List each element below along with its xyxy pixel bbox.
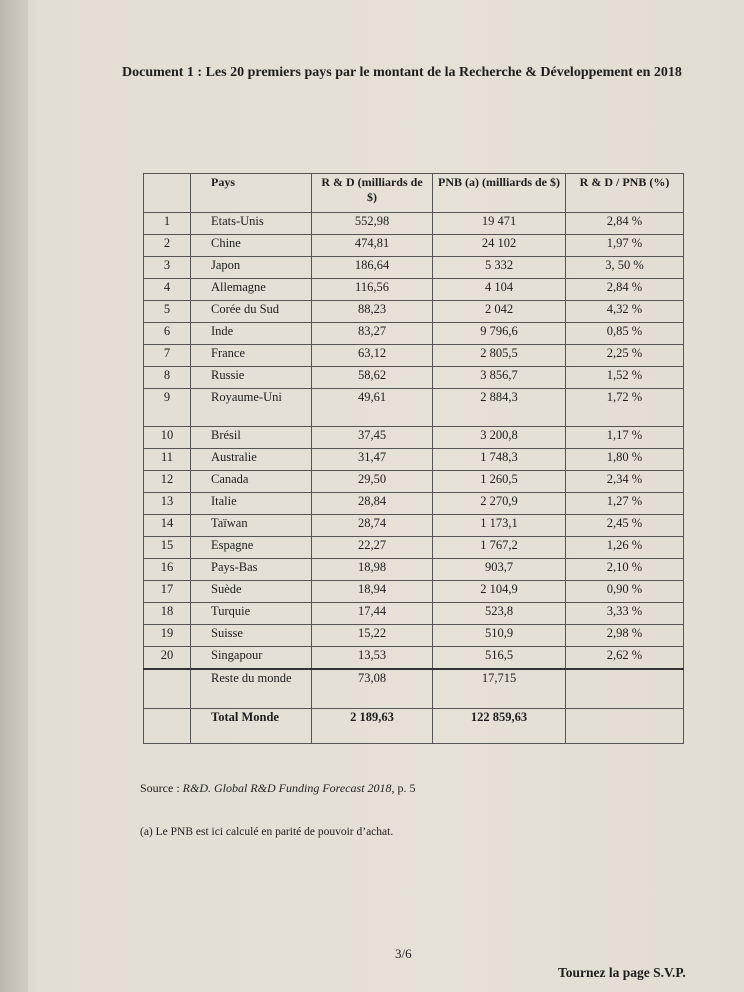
source-title: R&D. Global R&D Funding Forecast 2018: [182, 781, 392, 795]
ratio-cell: 2,98 %: [566, 625, 684, 647]
country-cell: Suisse: [191, 625, 312, 647]
pnb-cell: 1 260,5: [433, 471, 566, 493]
rd-cell: 31,47: [312, 449, 433, 471]
country-cell: Suède: [191, 581, 312, 603]
pnb-cell: 3 856,7: [433, 367, 566, 389]
table-row: [144, 493, 684, 515]
ratio-cell: 0,85 %: [566, 323, 684, 345]
country-cell: Italie: [191, 493, 312, 515]
header-pnb: PNB (a) (milliards de $): [433, 174, 566, 213]
country-cell: Allemagne: [191, 279, 312, 301]
table-row: [144, 235, 684, 257]
turn-page-note: Tournez la page S.V.P.: [558, 965, 686, 980]
rd-cell: 28,74: [312, 515, 433, 537]
rank-cell: 14: [144, 515, 191, 537]
rank-cell: 8: [144, 367, 191, 389]
rank-cell: 19: [144, 625, 191, 647]
rd-cell: 22,27: [312, 537, 433, 559]
pnb-cell: 1 748,3: [433, 449, 566, 471]
total-rank: [144, 709, 191, 744]
table-row: [144, 323, 684, 345]
ratio-cell: 2,84 %: [566, 213, 684, 235]
pnb-cell: 2 884,3: [433, 389, 566, 427]
table-row-total: [144, 709, 684, 744]
table-row: [144, 345, 684, 367]
ratio-cell: 2,25 %: [566, 345, 684, 367]
country-cell: Singapour: [191, 647, 312, 670]
ratio-cell: 3,33 %: [566, 603, 684, 625]
total-rd: 2 189,63: [312, 709, 433, 744]
rd-table: [143, 173, 684, 744]
ratio-cell: 1,52 %: [566, 367, 684, 389]
rank-cell: 3: [144, 257, 191, 279]
table-row: [144, 389, 684, 427]
document-title: Document 1 : Les 20 premiers pays par le montant de la Recherche & Développement en 2018: [122, 65, 682, 80]
country-cell: Espagne: [191, 537, 312, 559]
ratio-cell: 1,26 %: [566, 537, 684, 559]
country-cell: Brésil: [191, 427, 312, 449]
rd-cell: 18,94: [312, 581, 433, 603]
rank-cell: 7: [144, 345, 191, 367]
rest-rd: 73,08: [312, 669, 433, 709]
pnb-cell: 24 102: [433, 235, 566, 257]
country-cell: Inde: [191, 323, 312, 345]
table-row: [144, 603, 684, 625]
table-row: [144, 581, 684, 603]
rank-cell: 6: [144, 323, 191, 345]
pnb-cell: 4 104: [433, 279, 566, 301]
header-ratio: R & D / PNB (%): [566, 174, 684, 213]
rd-cell: 63,12: [312, 345, 433, 367]
rd-cell: 13,53: [312, 647, 433, 670]
page-edge: [0, 0, 28, 992]
ratio-cell: 0,90 %: [566, 581, 684, 603]
country-cell: Australie: [191, 449, 312, 471]
rd-cell: 58,62: [312, 367, 433, 389]
table-row: [144, 367, 684, 389]
rd-cell: 18,98: [312, 559, 433, 581]
table-row: [144, 427, 684, 449]
rd-cell: 29,50: [312, 471, 433, 493]
country-cell: Turquie: [191, 603, 312, 625]
country-cell: Canada: [191, 471, 312, 493]
rd-cell: 17,44: [312, 603, 433, 625]
country-cell: Chine: [191, 235, 312, 257]
total-pnb: 122 859,63: [433, 709, 566, 744]
rd-cell: 37,45: [312, 427, 433, 449]
header-rank: [144, 174, 191, 213]
table-row: [144, 537, 684, 559]
pnb-cell: 5 332: [433, 257, 566, 279]
country-cell: Japon: [191, 257, 312, 279]
source-prefix: Source :: [140, 781, 183, 795]
rd-cell: 186,64: [312, 257, 433, 279]
table-row: [144, 647, 684, 670]
pnb-cell: 2 104,9: [433, 581, 566, 603]
table-row: [144, 471, 684, 493]
rd-cell: 88,23: [312, 301, 433, 323]
pnb-cell: 3 200,8: [433, 427, 566, 449]
country-cell: Corée du Sud: [191, 301, 312, 323]
pnb-cell: 2 270,9: [433, 493, 566, 515]
country-cell: Etats-Unis: [191, 213, 312, 235]
header-rd: R & D (milliards de $): [312, 174, 433, 213]
table-row: [144, 301, 684, 323]
rank-cell: 20: [144, 647, 191, 670]
table-row-rest: [144, 669, 684, 709]
rank-cell: 4: [144, 279, 191, 301]
table-row: [144, 213, 684, 235]
country-cell: Taïwan: [191, 515, 312, 537]
table-row: [144, 559, 684, 581]
rd-cell: 474,81: [312, 235, 433, 257]
rank-cell: 16: [144, 559, 191, 581]
pnb-cell: 510,9: [433, 625, 566, 647]
pnb-cell: 903,7: [433, 559, 566, 581]
pnb-cell: 1 767,2: [433, 537, 566, 559]
rest-country: Reste du monde: [191, 669, 312, 709]
pnb-cell: 19 471: [433, 213, 566, 235]
rank-cell: 12: [144, 471, 191, 493]
ratio-cell: 1,27 %: [566, 493, 684, 515]
table-row: [144, 625, 684, 647]
pnb-cell: 2 042: [433, 301, 566, 323]
rank-cell: 15: [144, 537, 191, 559]
ratio-cell: 2,34 %: [566, 471, 684, 493]
rank-cell: 2: [144, 235, 191, 257]
header-country: Pays: [191, 174, 312, 213]
rest-rank: [144, 669, 191, 709]
total-ratio: [566, 709, 684, 744]
total-country: Total Monde: [191, 709, 312, 744]
table-row: [144, 515, 684, 537]
pnb-cell: 2 805,5: [433, 345, 566, 367]
rd-cell: 49,61: [312, 389, 433, 427]
rank-cell: 10: [144, 427, 191, 449]
table-body: [144, 213, 684, 670]
rest-ratio: [566, 669, 684, 709]
ratio-cell: 4,32 %: [566, 301, 684, 323]
rest-pnb: 17,715: [433, 669, 566, 709]
rd-cell: 552,98: [312, 213, 433, 235]
pnb-cell: 1 173,1: [433, 515, 566, 537]
footnote: (a) Le PNB est ici calculé en parité de pouvoir d’achat.: [140, 826, 394, 838]
ratio-cell: 1,80 %: [566, 449, 684, 471]
rank-cell: 5: [144, 301, 191, 323]
rd-cell: 83,27: [312, 323, 433, 345]
ratio-cell: 2,45 %: [566, 515, 684, 537]
pnb-cell: 9 796,6: [433, 323, 566, 345]
country-cell: Royaume-Uni: [191, 389, 312, 427]
country-cell: France: [191, 345, 312, 367]
ratio-cell: 1,72 %: [566, 389, 684, 427]
rd-cell: 15,22: [312, 625, 433, 647]
ratio-cell: 1,17 %: [566, 427, 684, 449]
country-cell: Pays-Bas: [191, 559, 312, 581]
source-suffix: , p. 5: [391, 781, 416, 795]
table-row: [144, 257, 684, 279]
rank-cell: 18: [144, 603, 191, 625]
rank-cell: 13: [144, 493, 191, 515]
rank-cell: 1: [144, 213, 191, 235]
table-header-row: [144, 174, 684, 213]
source-line: [140, 781, 416, 796]
rank-cell: 17: [144, 581, 191, 603]
rank-cell: 9: [144, 389, 191, 427]
ratio-cell: 2,84 %: [566, 279, 684, 301]
rank-cell: 11: [144, 449, 191, 471]
page-number: 3/6: [395, 946, 412, 961]
pnb-cell: 516,5: [433, 647, 566, 670]
rd-cell: 28,84: [312, 493, 433, 515]
ratio-cell: 3, 50 %: [566, 257, 684, 279]
pnb-cell: 523,8: [433, 603, 566, 625]
ratio-cell: 2,10 %: [566, 559, 684, 581]
ratio-cell: 2,62 %: [566, 647, 684, 670]
rd-cell: 116,56: [312, 279, 433, 301]
table-row: [144, 279, 684, 301]
table-row: [144, 449, 684, 471]
ratio-cell: 1,97 %: [566, 235, 684, 257]
country-cell: Russie: [191, 367, 312, 389]
